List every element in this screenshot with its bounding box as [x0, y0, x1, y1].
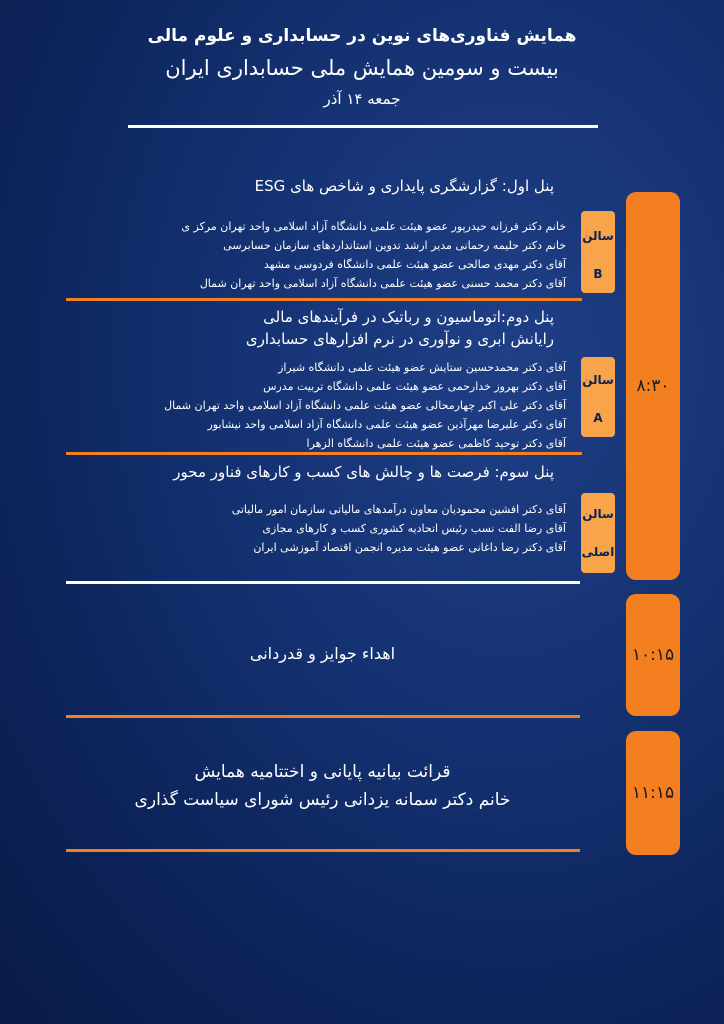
speaker: آقای دکتر محمد حسنی عضو هیئت علمی دانشگاه آزاد اسلامی واحد تهران شمال: [199, 277, 566, 290]
time-label: ۸:۳۰: [636, 376, 670, 396]
panel-1-speakers: [181, 217, 566, 293]
speaker: آقای دکتر بهروز خدارحمی عضو هیئت علمی دانشگاه تربیت مدرس: [263, 380, 566, 393]
hall-name: اصلی: [581, 545, 615, 559]
time-block-830: [626, 192, 680, 580]
hall-label: سالن: [582, 229, 614, 243]
speaker: آقای دکتر رضا داغانی عضو هیئت مدیره انجمن اقتصاد آموزشی ایران: [253, 541, 566, 554]
conference-subtitle: بیست و سومین همایش ملی حسابداری ایران: [165, 56, 559, 80]
panel-divider: [66, 298, 582, 301]
speaker: خانم دکتر حلیمه رحمانی مدیر ارشد تدوین استانداردهای سازمان حسابرسی: [223, 239, 566, 252]
speaker: آقای دکتر توحید کاظمی عضو هیئت علمی دانشگاه الزهرا: [306, 437, 566, 450]
awards-text: اهداء جوایز و قدردانی: [249, 644, 396, 663]
section-divider: [66, 581, 580, 584]
header-divider: [128, 125, 598, 128]
closing-title: قرائت بیانیه پایانی و اختتامیه همایش: [194, 762, 451, 782]
panel-1-title: پنل اول: گزارشگری پایداری و شاخص های ESG: [254, 177, 554, 195]
speaker: آقای دکتر علیرضا مهرآذین عضو هیئت علمی دانشگاه آزاد اسلامی واحد نیشابور: [207, 418, 566, 431]
speaker: آقای دکتر مهدی صالحی عضو هیئت علمی دانشگاه فردوسی مشهد: [263, 258, 566, 271]
speaker: آقای دکتر محمدحسین ستایش عضو هیئت علمی دانشگاه شیراز: [278, 361, 566, 374]
time-label: ۱۰:۱۵: [631, 645, 675, 665]
event-date: جمعه ۱۴ آذر: [323, 90, 401, 108]
panel-divider: [66, 452, 582, 455]
panel-2-subtitle: رایانش ابری و نوآوری در نرم افزارهای حسابداری: [245, 330, 554, 348]
conference-title: همایش فناوری‌های نوین در حسابداری و علوم مالی: [147, 26, 577, 46]
time-block-1115: [626, 731, 680, 855]
hall-label: سالن: [582, 373, 614, 387]
hall-label: سالن: [582, 507, 614, 521]
speaker: آقای دکتر افشین محمودیان معاون درآمدهای مالیاتی سازمان امور مالیاتی: [231, 503, 566, 516]
hall-name: A: [593, 411, 603, 425]
panel-2-title: پنل دوم:اتوماسیون و رباتیک در فرآیندهای مالی: [263, 308, 554, 326]
time-block-1015: [626, 594, 680, 716]
time-label: ۱۱:۱۵: [631, 783, 675, 803]
hall-badge-b: [581, 211, 615, 293]
panel-2-speakers: [164, 358, 566, 453]
hall-name: B: [593, 267, 603, 281]
panel-3-title: پنل سوم: فرصت ها و چالش های کسب و کارهای فناور محور: [173, 463, 554, 481]
hall-badge-main: [581, 493, 615, 573]
section-divider: [66, 849, 580, 852]
speaker: خانم دکتر فرزانه حیدرپور عضو هیئت علمی دانشگاه آزاد اسلامی واحد تهران مرکز ی: [181, 220, 566, 233]
speaker: آقای رضا الفت نسب رئیس اتحادیه کشوری کسب و کارهای مجازی: [262, 522, 566, 535]
section-divider: [66, 715, 580, 718]
speaker: آقای دکتر علی اکبر چهارمحالی عضو هیئت علمی دانشگاه آزاد اسلامی واحد تهران شمال: [164, 399, 566, 412]
closing-speaker: خانم دکتر سمانه یزدانی رئیس شورای سیاست گذاری: [134, 790, 511, 810]
panel-3-speakers: [232, 500, 566, 557]
hall-badge-a: [581, 357, 615, 437]
